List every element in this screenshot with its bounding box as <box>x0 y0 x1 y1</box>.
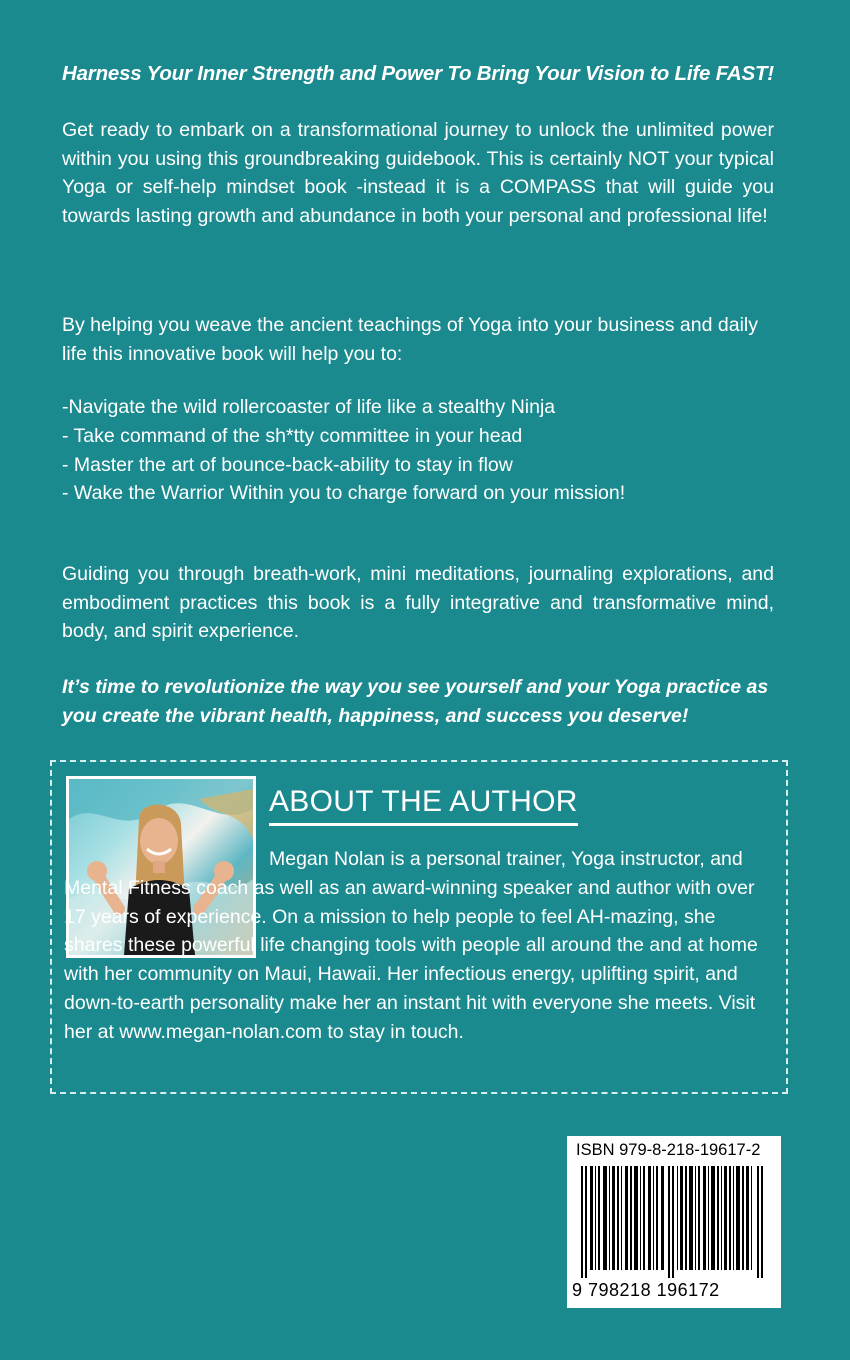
intro-paragraph: Get ready to embark on a transformational journey to unlock the unlimited power within you using this groundbreaking guidebook. This is certainly NOT your typical Yoga or self-help mindset book -instead it is a COMPASS that will guide you towards lasting growth and abundance in both your personal and professional life! <box>62 119 774 227</box>
practices-paragraph: Guiding you through breath-work, mini meditations, journaling explorations, and embodiment practices this book is a fully integrative and transformative mind, body, and spirit experience. <box>62 563 774 642</box>
headline: Harness Your Inner Strength and Power To Bring Your Vision to Life FAST! <box>62 62 774 85</box>
benefits-list <box>62 393 774 508</box>
barcode-box <box>567 1136 781 1308</box>
about-author-box <box>50 760 788 1094</box>
list-item: -Navigate the wild rollercoaster of life like a stealthy Ninja <box>62 396 556 418</box>
list-item: - Wake the Warrior Within you to charge forward on your mission! <box>62 482 626 505</box>
barcode-digits: 9 798218 196172 <box>572 1280 720 1300</box>
benefits-intro: By helping you weave the ancient teachings of Yoga into your business and daily life this innovative book will help you to: <box>62 314 758 365</box>
author-bio: Megan Nolan is a personal trainer, Yoga instructor, and Mental Fitness coach as well as an award-winning speaker and author with over 17 years of experience. On a mission to help people to feel AH-mazing, she shares these powerful life changing tools with people all around the and at home with her community on Maui, Hawaii. Her infectious energy, uplifting spirit, and down-to-earth personality make her an instant hit with everyone she meets. Visit her at www.megan-nolan.com to stay in touch. <box>64 848 758 1043</box>
barcode-icon <box>581 1166 767 1278</box>
closing-paragraph: It’s time to revolutionize the way you see yourself and your Yoga practice as you create the vibrant health, happiness, and success you deserve! <box>62 676 769 727</box>
list-item: - Master the art of bounce-back-ability to stay in flow <box>62 453 513 476</box>
isbn-label: ISBN 979-8-218-19617-2 <box>576 1141 761 1159</box>
about-author-heading: ABOUT THE AUTHOR <box>269 785 578 826</box>
list-item: - Take command of the sh*tty committee in your head <box>62 424 523 447</box>
